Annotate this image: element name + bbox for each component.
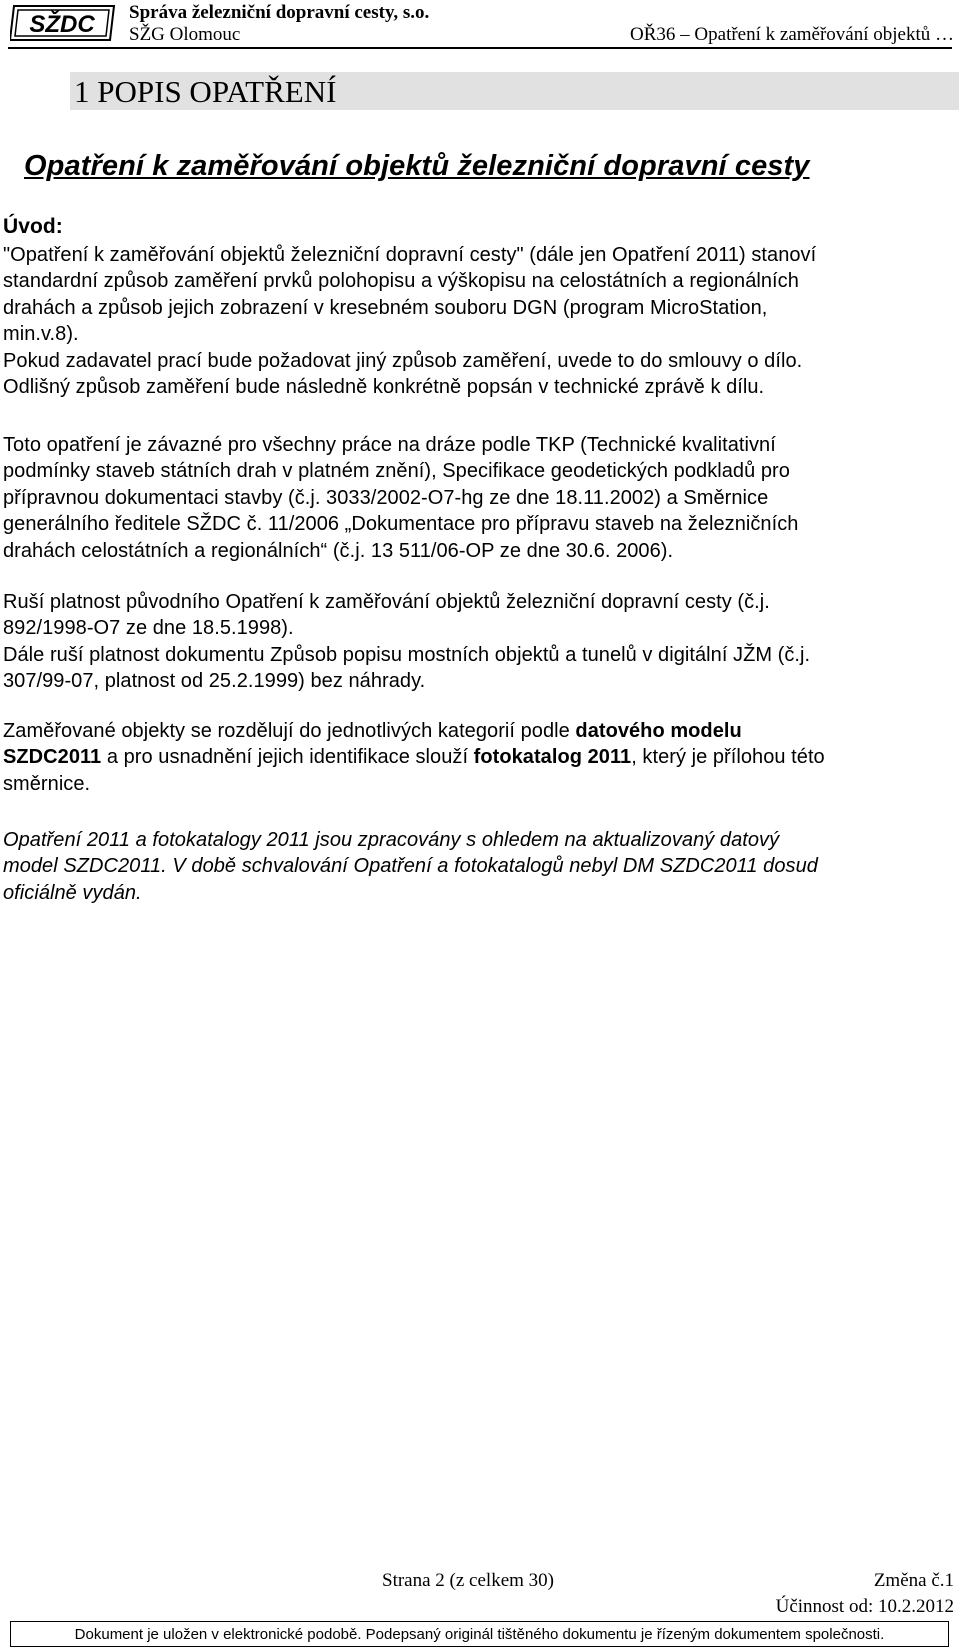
organization-name: Správa železniční dopravní cesty, s.o.: [129, 2, 430, 23]
text-run-bold: SZDC2011: [3, 746, 102, 769]
footer-notice-box: [10, 1621, 949, 1647]
text-line: přípravnou dokumentaci stavby (č.j. 3033/2002-O7-hg ze dne 18.11.2002) a Směrnice: [3, 486, 769, 509]
text-line: standardní způsob zaměření prvků polohopisu a výškopisu na celostátních a regionálních: [3, 270, 799, 293]
text-run: Zaměřované objekty se rozdělují do jednotlivých kategorií podle: [3, 720, 576, 742]
change-number: Změna č.1: [873, 1570, 954, 1591]
text-line: Ruší platnost původního Opatření k zaměřování objektů železniční dopravní cesty (č.j.: [3, 591, 770, 613]
text-line: [3, 744, 958, 770]
text-line: [3, 718, 958, 744]
section-heading: 1 POPIS OPATŘENÍ: [74, 74, 337, 109]
document-title: Opatření k zaměřování objektů železniční dopravní cesty: [24, 150, 810, 182]
text-line: min.v.8).: [3, 323, 79, 346]
text-run-bold: fotokatalog 2011: [473, 746, 632, 769]
text-run: , který je přílohou této: [631, 746, 825, 769]
paragraph-repeal: [3, 589, 958, 695]
text-line: 892/1998-O7 ze dne 18.5.1998).: [3, 617, 294, 640]
text-line: směrnice.: [3, 772, 91, 795]
text-line: "Opatření k zaměřování objektů železniční dopravní cesty" (dále jen Opatření 2011) stanoví: [3, 244, 817, 266]
text-line: generálního ředitele SŽDC č. 11/2006 „Dokumentace pro přípravu staveb na železničních: [3, 513, 799, 536]
paragraph-note: [3, 827, 958, 906]
page-number: Strana 2 (z celkem 30): [382, 1570, 554, 1591]
header-divider: [8, 47, 952, 49]
text-line: model SZDC2011. V době schvalování Opatření a fotokatalogů nebyl DM SZDC2011 dosud: [3, 855, 818, 878]
text-run-bold: datového modelu: [575, 720, 742, 742]
szdc-logo: [10, 4, 116, 42]
text-line: Opatření 2011 a fotokatalogy 2011 jsou zpracovány s ohledem na aktualizovaný datový: [3, 829, 780, 851]
svg-text:SŽDC: SŽDC: [29, 11, 95, 38]
paragraph-data-model: [3, 718, 958, 797]
text-line: Odlišný způsob zaměření bude následně konkrétně popsán v technické zprávě k dílu.: [3, 376, 765, 399]
organization-unit: SŽG Olomouc: [129, 24, 241, 45]
paragraph-scope: [3, 242, 958, 400]
text-line: 307/99-07, platnost od 25.2.1999) bez náhrady.: [3, 670, 426, 693]
text-line: Dále ruší platnost dokumentu Způsob popisu mostních objektů a tunelů v digitální JŽM (č.j.: [3, 643, 811, 666]
text-line: podmínky staveb státních drah v platném znění), Specifikace geodetických podkladů pro: [3, 460, 790, 483]
text-line: drahách a způsob jejich zobrazení v kresebném souboru DGN (program MicroStation,: [3, 296, 768, 319]
text-line: drahách celostátních a regionálních“ (č.j. 13 511/06-OP ze dne 30.6. 2006).: [3, 539, 674, 562]
footer-notice: Dokument je uložen v elektronické podobě. Podepsaný originál tištěného dokumentu je řízeným dokumentem společnosti.: [74, 1626, 885, 1643]
effective-date: Účinnost od: 10.2.2012: [775, 1596, 954, 1617]
text-line: Pokud zadavatel prací bude požadovat jiný způsob zaměření, uvede to do smlouvy o dílo.: [3, 349, 803, 372]
text-line: Toto opatření je závazné pro všechny práce na dráze podle TKP (Technické kvalitativní: [3, 434, 776, 456]
text-line: oficiálně vydán.: [3, 881, 142, 904]
text-run: a pro usnadnění jejich identifikace slouží: [101, 746, 474, 769]
document-reference: OŘ36 – Opatření k zaměřování objektů …: [630, 24, 954, 45]
paragraph-binding-scope: [3, 432, 958, 564]
intro-label: Úvod:: [3, 215, 63, 238]
